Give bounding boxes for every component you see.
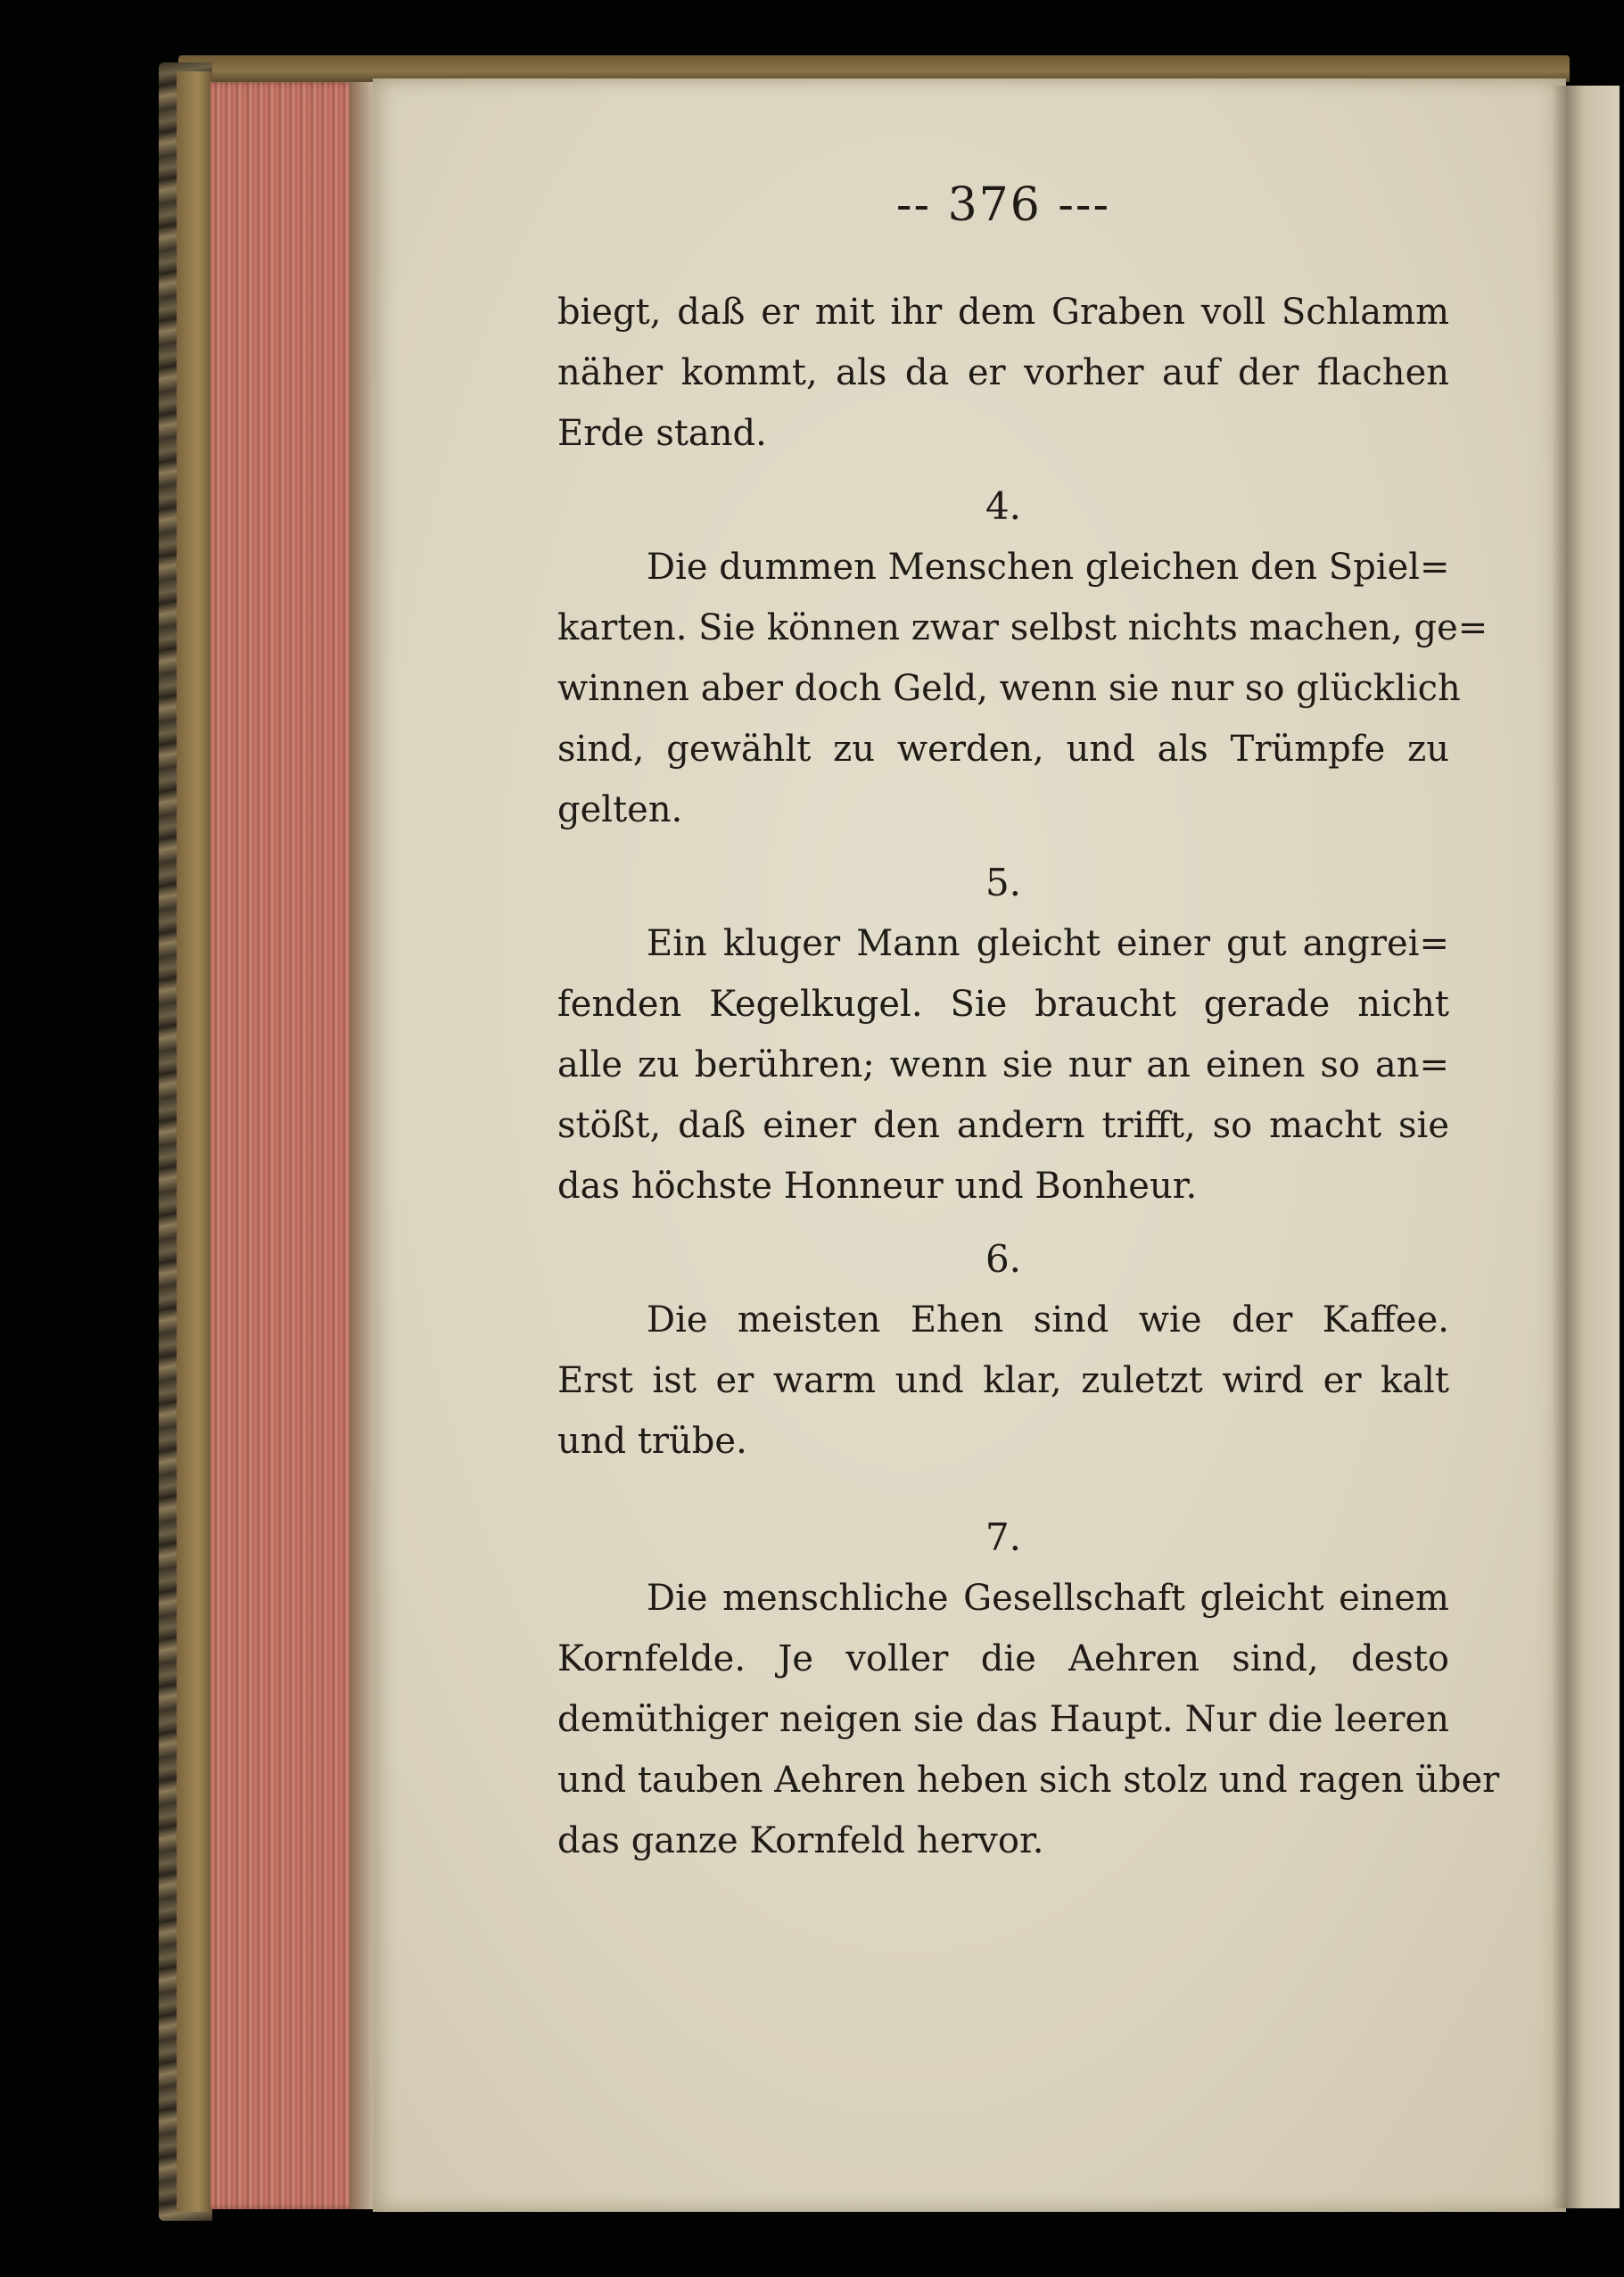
text-line: gelten. <box>557 789 683 830</box>
text-line: das ganze Kornfeld hervor. <box>557 1820 1044 1861</box>
text-line: Die dummen Menschen gleichen den Spiel= <box>647 547 1450 588</box>
text-line: näher kommt, als da er vorher auf der flachen <box>557 352 1449 393</box>
text-line: karten. Sie können zwar selbst nichts machen, ge= <box>557 607 1488 648</box>
section-number: 6. <box>985 1237 1022 1281</box>
section-4 <box>557 476 1488 840</box>
text-line: und trübe. <box>557 1421 747 1462</box>
text-line: biegt, daß er mit ihr dem Graben voll Schlamm <box>557 292 1449 333</box>
text-line: und tauben Aehren heben sich stolz und ragen über <box>557 1760 1500 1801</box>
section-number: 7. <box>985 1515 1022 1559</box>
text-line: das höchste Honneur und Bonheur. <box>557 1166 1198 1207</box>
section-6 <box>557 1229 1449 1472</box>
text-line: winnen aber doch Geld, wenn sie nur so glücklich <box>557 668 1461 709</box>
section-number: 4. <box>985 484 1022 528</box>
facing-page-edge <box>1566 86 1620 2208</box>
text-line: Kornfelde. Je voller die Aehren sind, desto <box>557 1638 1449 1679</box>
text-line: Die menschliche Gesellschaft gleicht einem <box>647 1578 1449 1619</box>
continuation-paragraph <box>557 282 1449 464</box>
page-number: -- 376 --- <box>895 178 1111 232</box>
text-line: stößt, daß einer den andern trifft, so macht sie <box>557 1105 1449 1146</box>
text-line: fenden Kegelkugel. Sie braucht gerade nicht <box>557 984 1449 1025</box>
text-line: Erde stand. <box>557 413 767 454</box>
section-number: 5. <box>985 861 1022 904</box>
red-page-edges <box>210 82 360 2209</box>
text-line: sind, gewählt zu werden, und als Trümpfe zu <box>557 729 1449 770</box>
cover-edge <box>177 71 212 2212</box>
text-line: Ein kluger Mann gleicht einer gut angrei= <box>647 923 1449 964</box>
text-line: demüthiger neigen sie das Haupt. Nur die leeren <box>557 1699 1449 1740</box>
text-line: Die meisten Ehen sind wie der Kaffee. <box>647 1299 1449 1341</box>
section-7 <box>557 1507 1500 1871</box>
text-line: Erst ist er warm und klar, zuletzt wird er kalt <box>557 1360 1449 1401</box>
text-line: alle zu berühren; wenn sie nur an einen so an= <box>557 1044 1449 1085</box>
section-5 <box>557 853 1449 1217</box>
page-text <box>557 178 1500 1871</box>
